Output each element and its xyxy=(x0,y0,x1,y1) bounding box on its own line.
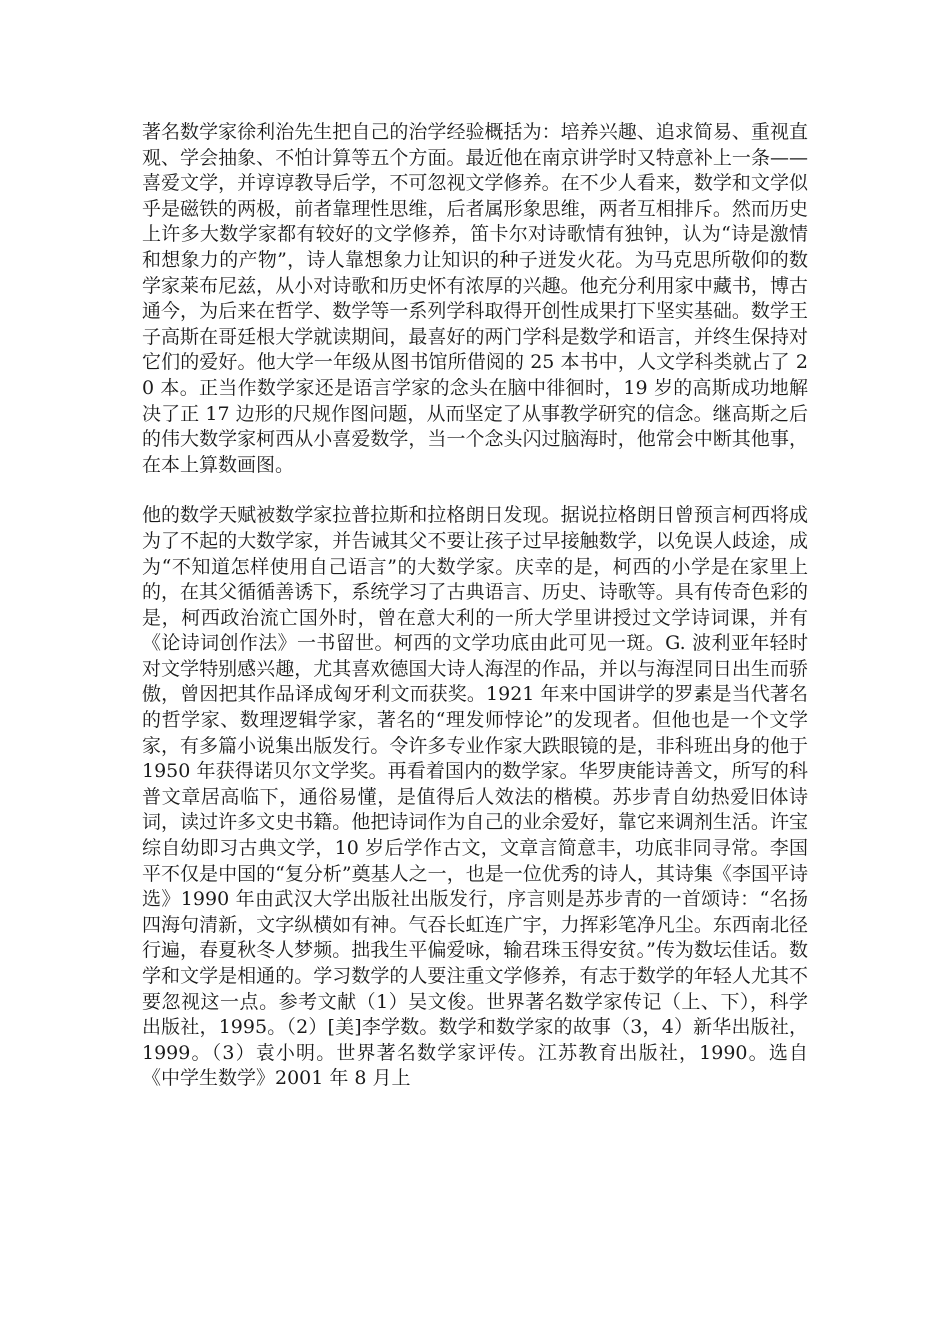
paragraph-1: 著名数学家徐利治先生把自己的治学经验概括为：培养兴趣、追求简易、重视直观、学会抽象、不怕计算等五个方面。最近他在南京讲学时又特意补上一条——喜爱文学，并谆谆教导后学，不可忽视文学修养。在不少人看来，数学和文学似乎是磁铁的两极，前者靠理性思维，后者属形象思维，两者互相排斥。然而历史上许多大数学家都有较好的文学修养，笛卡尔对诗歌情有独钟，认为“诗是激情和想象力的产物”，诗人靠想象力让知识的种子迸发火花。为马克思所敬仰的数学家莱布尼兹，从小对诗歌和历史怀有浓厚的兴趣。他充分利用家中藏书，博古通今，为后来在哲学、数学等一系列学科取得开创性成果打下坚实基础。数学王子高斯在哥廷根大学就读期间，最喜好的两门学科是数学和语言，并终生保持对它们的爱好。他大学一年级从图书馆所借阅的 25 本书中，人文学科类就占了 20 本。正当作数学家还是语言学家的念头在脑中徘徊时，19 岁的高斯成功地解决了正 17 边形的尺规作图问题，从而坚定了从事教学研究的信念。继高斯之后的伟大数学家柯西从小喜爱数学，当一个念头闪过脑海时，他常会中断其他事，在本上算数画图。 xyxy=(142,121,808,476)
article-body xyxy=(142,120,808,1092)
paragraph-2: 他的数学天赋被数学家拉普拉斯和拉格朗日发现。据说拉格朗日曾预言柯西将成为了不起的大数学家，并告诫其父不要让孩子过早接触数学，以免误人歧途，成为“不知道怎样使用自己语言”的大数学家。庆幸的是，柯西的小学是在家里上的，在其父循循善诱下，系统学习了古典语言、历史、诗歌等。具有传奇色彩的是，柯西政治流亡国外时，曾在意大利的一所大学里讲授过文学诗词课，并有《论诗词创作法》一书留世。柯西的文学功底由此可见一斑。G. 波利亚年轻时对文学特别感兴趣，尤其喜欢德国大诗人海涅的作品，并以与海涅同日出生而骄傲，曾因把其作品译成匈牙利文而获奖。1921 年来中国讲学的罗素是当代著名的哲学家、数理逻辑学家，著名的“理发师悖论”的发现者。但他也是一个文学家，有多篇小说集出版发行。令许多专业作家大跌眼镜的是，非科班出身的他于 1950 年获得诺贝尔文学奖。再看着国内的数学家。华罗庚能诗善文，所写的科普文章居高临下，通俗易懂，是值得后人效法的楷模。苏步青自幼热爱旧体诗词，读过许多文史书籍。他把诗词作为自己的业余爱好，靠它来调剂生活。许宝综自幼即习古典文学，10 岁后学作古文，文章言简意丰，功底非同寻常。李国平不仅是中国的“复分析”奠基人之一，也是一位优秀的诗人，其诗集《李国平诗选》1990 年由武汉大学出版社出版发行，序言则是苏步青的一首颂诗：“名扬四海句清新，文字纵横如有神。气吞长虹连广宇，力挥彩笔净凡尘。东西南北径行遍，春夏秋冬人梦频。拙我生平偏爱咏，输君珠玉得安贫。”传为数坛佳话。数学和文学是相通的。学习数学的人要注重文学修养，有志于数学的年轻人尤其不要忽视这一点。参考文献（1）吴文俊。世界著名数学家传记（上、下），科学出版社，1995。（2）[美]李学数。数学和数学家的故事（3，4）新华出版社，1999。（3）袁小明。世界著名数学家评传。江苏教育出版社，1990。选自《中学生数学》2001 年 8 月上 xyxy=(142,504,808,1090)
